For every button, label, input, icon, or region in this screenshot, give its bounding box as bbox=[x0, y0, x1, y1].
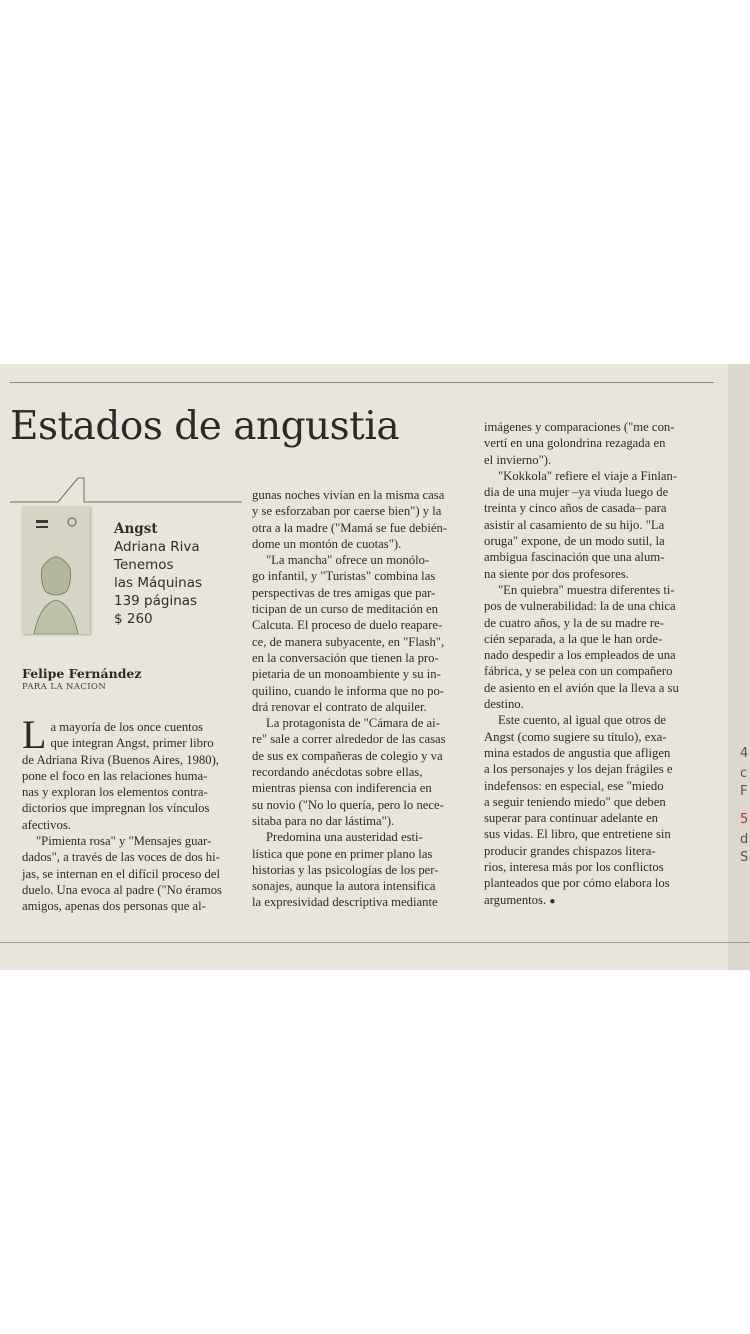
text-line: gunas noches vivían en la misma casa bbox=[252, 488, 445, 502]
edge-fragment: 4 bbox=[740, 746, 749, 761]
text-line: vertí en una golondrina rezagada en bbox=[484, 436, 666, 451]
text-line: oruga" expone, de un modo sutil, la bbox=[484, 534, 665, 549]
text-line: de sus ex compañeras de colegio y va bbox=[252, 748, 443, 763]
text-line: "Pimienta rosa" y "Mensajes guar- bbox=[36, 834, 212, 849]
byline-name: Felipe Fernández bbox=[22, 666, 142, 681]
edge-fragment: 5 bbox=[740, 812, 749, 827]
book-info bbox=[114, 520, 254, 628]
edge-fragment: S bbox=[740, 850, 749, 865]
text-line: drá renovar el contrato de alquiler. bbox=[252, 699, 427, 714]
text-line: a los personajes y los dejan frágiles e bbox=[484, 762, 673, 777]
text-line: nado despedir a los empleados de una bbox=[484, 648, 676, 663]
text-line: fábrica, y se pelea con un compañero bbox=[484, 664, 673, 679]
text-line: ambigua fascinación que una alum- bbox=[484, 550, 665, 565]
book-price: $ 260 bbox=[114, 611, 153, 627]
text-line: ce, de manera subyacente, en "Flash", bbox=[252, 634, 445, 649]
text-line: sonajes, aunque la autora intensifica bbox=[252, 879, 436, 894]
bottom-rule bbox=[0, 942, 750, 943]
byline bbox=[22, 666, 141, 692]
text-line: Este cuento, al igual que otros de bbox=[498, 713, 667, 728]
text-line: que integran Angst, primer libro bbox=[50, 736, 214, 751]
book-publisher-line1: Tenemos bbox=[114, 557, 174, 573]
text-line: en la conversación que tienen la pro- bbox=[252, 650, 439, 665]
text-line: el invierno"). bbox=[484, 452, 552, 467]
text-line: "Kokkola" refiere el viaje a Finlan- bbox=[498, 468, 678, 483]
text-line: dia de una mujer –ya viuda luego de bbox=[484, 485, 669, 500]
top-rule bbox=[10, 382, 714, 383]
text-line: recordando anécdotas sobre ellas, bbox=[252, 765, 423, 780]
edge-fragment: c bbox=[740, 766, 748, 781]
text-line: Predomina una austeridad esti- bbox=[266, 830, 423, 845]
text-line: quilino, cuando le informa que no po- bbox=[252, 683, 445, 698]
drop-cap: L bbox=[22, 712, 47, 757]
text-line: dados", a través de las voces de dos hi- bbox=[22, 850, 220, 865]
text-line: historias y las psicologías de los per- bbox=[252, 862, 439, 877]
text-line: de asiento en el avión que la lleva a su bbox=[484, 680, 679, 695]
text-line: perspectivas de tres amigas que par- bbox=[252, 585, 436, 600]
text-line: asistir al casamiento de su hijo. "La bbox=[484, 517, 665, 532]
text-line: la expresividad descriptiva mediante bbox=[252, 895, 438, 910]
text-line: re" sale a correr alrededor de las casas bbox=[252, 732, 446, 747]
edge-fragment: d bbox=[740, 832, 749, 847]
text-line-last-text: argumentos. bbox=[484, 892, 547, 907]
text-line: lística que pone en primer plano las bbox=[252, 846, 433, 861]
text-line: nas y exploran los elementos contra- bbox=[22, 785, 208, 800]
text-line: amigos, apenas dos personas que al- bbox=[22, 899, 206, 914]
text-line: cién separada, a la que le han orde- bbox=[484, 631, 663, 646]
text-line: a seguir teniendo miedo" que deben bbox=[484, 794, 666, 809]
decorative-line bbox=[10, 474, 242, 504]
text-line: mientras piensa con indiferencia en bbox=[252, 781, 432, 796]
text-line: sitaba para no dar lástima"). bbox=[252, 813, 395, 828]
text-line: planteados que por cómo elabora los bbox=[484, 876, 670, 891]
text-line: dome un montón de cuotas"). bbox=[252, 536, 402, 551]
column-3 bbox=[484, 419, 720, 908]
text-line: na siente por dos profesores. bbox=[484, 566, 629, 581]
text-line: La protagonista de "Cámara de ai- bbox=[266, 716, 440, 731]
book-publisher-line2: las Máquinas bbox=[114, 575, 203, 591]
text-line: afectivos. bbox=[22, 817, 71, 832]
adjacent-article-strip bbox=[728, 364, 750, 970]
column-2 bbox=[252, 487, 474, 911]
text-line: otra a la madre ("Mamá se fue debién- bbox=[252, 520, 448, 535]
text-line: Angst (como sugiere su título), exa- bbox=[484, 729, 667, 744]
text-line-last bbox=[484, 892, 720, 908]
text-line: su novio ("No lo quería, pero lo nece- bbox=[252, 797, 444, 812]
text-line: sus vidas. El libro, que entretiene sin bbox=[484, 827, 671, 842]
text-line: "En quiebra" muestra diferentes ti- bbox=[498, 582, 675, 597]
text-line: pos de vulnerabilidad: la de una chica bbox=[484, 599, 676, 614]
headline: Estados de angustia bbox=[10, 404, 400, 449]
book-title: Angst bbox=[114, 521, 158, 537]
edge-fragment: F bbox=[740, 784, 748, 799]
text-line: ticipan de un curso de meditación en bbox=[252, 602, 439, 617]
text-line: rios, interesa más por los conflictos bbox=[484, 860, 664, 875]
text-line: mina estados de angustia que afligen bbox=[484, 745, 671, 760]
text-line: go infantil, y "Turistas" combina las bbox=[252, 569, 436, 584]
text-line: jas, se internan en el difícil proceso del bbox=[22, 866, 220, 881]
text-line: pietaria de un monoambiente y su in- bbox=[252, 667, 441, 682]
end-mark-icon: ● bbox=[549, 895, 556, 907]
column-1 bbox=[22, 712, 244, 915]
text-line: de cuatro años, y la de su madre re- bbox=[484, 615, 665, 630]
text-line: "La mancha" ofrece un monólo- bbox=[266, 553, 430, 568]
book-cover-image bbox=[22, 506, 90, 634]
text-line: treinta y cinco años de casada– para bbox=[484, 501, 667, 516]
text-line: dictorios que impregnan los vínculos bbox=[22, 801, 210, 816]
book-author: Adriana Riva bbox=[114, 539, 200, 555]
text-line: producir grandes chispazos litera- bbox=[484, 843, 656, 858]
text-line: indefensos: en especial, ese "miedo bbox=[484, 778, 664, 793]
text-line: a mayoría de los once cuentos bbox=[50, 720, 203, 734]
text-line: destino. bbox=[484, 697, 524, 712]
text-line: Calcuta. El proceso de duelo reapare- bbox=[252, 618, 443, 633]
text-line: duelo. Una evoca al padre ("No éramos bbox=[22, 882, 222, 897]
newspaper-clipping bbox=[0, 364, 750, 970]
text-line: superar para continuar adelante en bbox=[484, 811, 659, 826]
text-line: de Adriana Riva (Buenos Aires, 1980), bbox=[22, 752, 219, 767]
byline-outlet: PARA LA NACION bbox=[22, 682, 107, 692]
text-line: pone el foco en las relaciones huma- bbox=[22, 768, 208, 783]
book-pages: 139 páginas bbox=[114, 593, 198, 609]
text-line: imágenes y comparaciones ("me con- bbox=[484, 420, 675, 434]
text-line: y se esforzaban por caerse bien") y la bbox=[252, 504, 442, 519]
